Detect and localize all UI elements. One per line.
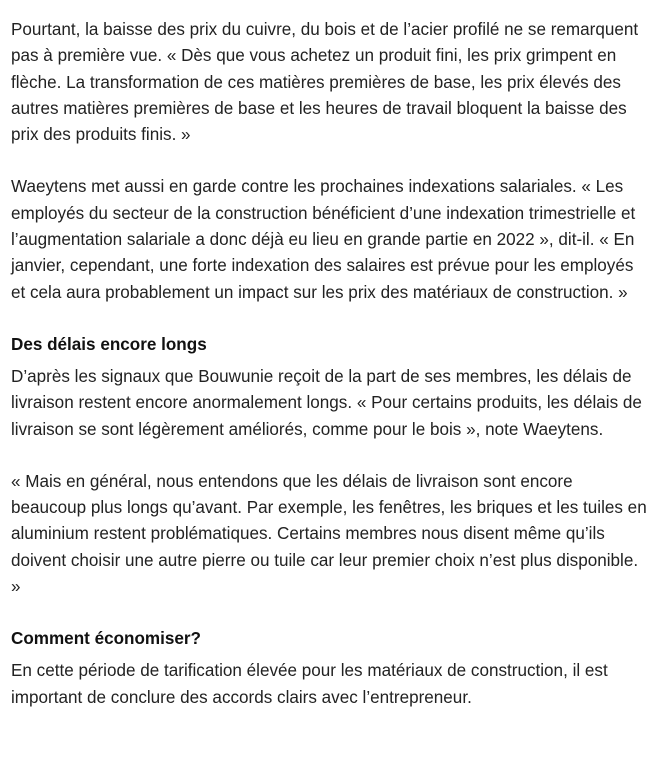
paragraph-spacer — [11, 443, 647, 469]
paragraph-wage-indexation: Waeytens met aussi en garde contre les prochaines indexations salariales. « Les employés du secteur de la construction bénéficient d’une indexation trimestrielle et l’augmentation salariale a donc déjà eu lieu en grande partie en 2022 », dit-il. « En janvier, cependant, une forte indexation des salaires est prévue pour les employés et cela aura probablement un impact sur les prix des matériaux de construction. » — [11, 177, 636, 302]
paragraph-copper-prices: Pourtant, la baisse des prix du cuivre, du bois et de l’acier profilé ne se remarquent pas à première vue. « Dès que vous achetez un produit fini, les prix grimpent en flèche. La transformation de ces matières premières de base, les prix élevés des autres matières premières de base et les heures de travail bloquent la baisse des prix des produits finis. » — [11, 20, 639, 145]
paragraph-spacer — [11, 306, 647, 332]
paragraph-longer-delays: « Mais en général, nous entendons que les délais de livraison sont encore beaucoup plus longs qu’avant. Par exemple, les fenêtres, les briques et les tuiles en aluminium restent problématiques. Certains membres nous disent même qu’ils doivent choisir une autre pierre ou tuile car leur premier choix n’est plus disponible. » — [11, 471, 647, 597]
paragraph-spacer — [11, 148, 647, 174]
section-heading-savings: Comment économiser? — [11, 629, 201, 649]
paragraph-spacer — [11, 600, 647, 626]
paragraph-delivery-delays: D’après les signaux que Bouwunie reçoit de la part de ses membres, les délais de livraison restent encore anormalement longs. « Pour certains produits, les délais de livraison se sont légèrement améliorés, comme pour le bois », note Waeytens. — [11, 366, 642, 439]
paragraph-clear-agreements: En cette période de tarification élevée pour les matériaux de construction, il est important de conclure des accords clairs avec l’entrepreneur. — [11, 661, 608, 707]
section-heading-delays: Des délais encore longs — [11, 334, 207, 354]
